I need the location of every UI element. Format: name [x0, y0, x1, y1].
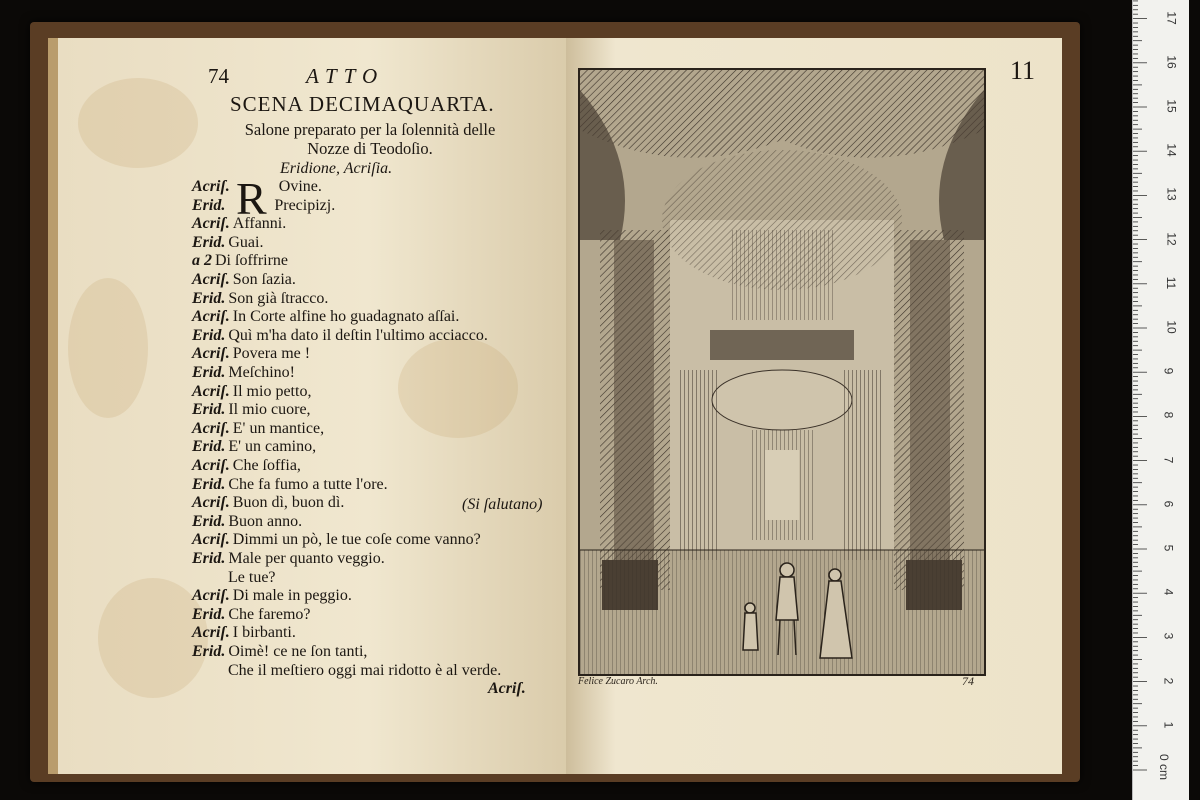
foxing-stain: [78, 78, 198, 168]
dialogue-line: [192, 290, 328, 308]
dialogue-line: [228, 662, 501, 680]
line-text: Di male in peggio.: [232, 587, 352, 605]
dialogue-line: [192, 587, 352, 605]
ruler-number: 1: [1161, 721, 1176, 729]
dialogue-line: [192, 271, 296, 289]
line-text: Dimmi un pò, le tue coſe come vanno?: [232, 531, 481, 549]
speaker-label: Acriſ.: [192, 457, 230, 474]
speaker-label: Acriſ.: [192, 494, 230, 512]
speaker-label: Erid.: [192, 475, 226, 493]
catchword: Acriſ.: [488, 680, 526, 697]
speaker-label: Erid.: [192, 401, 226, 419]
speaker-label: Acriſ.: [192, 419, 230, 437]
line-text: Il mio petto,: [232, 382, 312, 400]
line-text: Che faremo?: [228, 605, 311, 623]
speaker-label: Acriſ.: [192, 531, 230, 549]
speaker-label: Acriſ.: [192, 215, 230, 233]
line-text: Quì m'ha dato il deſtin l'ultimo acciacco.: [228, 326, 488, 344]
dialogue-line: [192, 252, 288, 270]
dialogue-line: [192, 308, 459, 326]
page-number: 74: [208, 64, 229, 88]
line-text: Che fa fumo a tutte l'ore.: [228, 475, 388, 493]
dialogue-line: [228, 569, 276, 587]
ruler-number: 12: [1164, 231, 1179, 246]
dialogue-line: [192, 215, 286, 233]
line-text: Ovine.: [278, 178, 322, 195]
line-text: Guai.: [228, 233, 264, 251]
line-text: Male per quanto veggio.: [228, 550, 385, 567]
speaker-label: Acriſ.: [192, 178, 230, 195]
speaker-label: Erid.: [192, 289, 226, 307]
dialogue-line: [192, 401, 311, 419]
dialogue-line: [192, 327, 488, 345]
speaker-label: Erid.: [192, 438, 226, 456]
dialogue-line: [192, 383, 311, 401]
plate-credit: Felice Zucaro Arch.: [578, 676, 658, 687]
line-text: E' un mantice,: [232, 419, 325, 437]
ruler-number: 5: [1161, 544, 1176, 552]
ruler-number: 3: [1161, 633, 1176, 640]
line-text: Di ſoffrirne: [215, 252, 289, 270]
dialogue-line: [192, 438, 316, 456]
dialogue-line: [192, 476, 388, 494]
theatre-hall-engraving: [580, 70, 984, 674]
dialogue-line: [192, 606, 311, 624]
speaker-label: Acriſ.: [192, 271, 230, 288]
speaker-label: Erid.: [192, 196, 226, 214]
speaker-label: Erid.: [192, 233, 226, 251]
ruler-number: 10: [1164, 320, 1179, 334]
plate-number: 74: [962, 674, 974, 688]
ruler-number: 17: [1164, 10, 1179, 25]
dialogue-line: [192, 420, 324, 438]
line-text: Buon anno.: [228, 512, 303, 530]
dialogue-line: [192, 345, 310, 363]
speaker-label: a 2: [192, 252, 212, 270]
dialogue-line: [192, 531, 481, 549]
foxing-stain: [398, 338, 518, 438]
ruler-unit-label: 0 cm: [1157, 753, 1172, 781]
dialogue-line: [192, 197, 335, 215]
engraving-plate: [578, 68, 986, 676]
speaker-label: Acriſ.: [192, 587, 230, 605]
ruler-number: 9: [1161, 367, 1176, 375]
line-text: E' un camino,: [228, 438, 317, 456]
line-text: Meſchino!: [228, 364, 295, 381]
line-text: Che ſoffia,: [232, 457, 301, 474]
setting-line: Salone preparato per la ſolennità delle: [244, 120, 496, 139]
dialogue-line: [192, 364, 295, 382]
speaker-label: Acriſ.: [192, 308, 230, 326]
line-text: Il mio cuore,: [228, 401, 311, 419]
speaker-label: Erid.: [192, 512, 226, 530]
dialogue-line: [192, 624, 296, 642]
line-text: Le tue?: [228, 568, 276, 586]
running-head: ATTO: [306, 64, 385, 88]
drop-cap: R: [236, 173, 267, 224]
scene-setting: [190, 120, 550, 158]
ruler-number: 11: [1164, 276, 1179, 290]
ruler-number: 7: [1161, 456, 1176, 463]
line-text: Affanni.: [232, 215, 287, 233]
line-text: I birbanti.: [232, 624, 296, 642]
dramatis-personae: Eridione, Acriſia.: [280, 160, 393, 177]
foxing-stain: [68, 278, 148, 418]
measurement-ruler: [1132, 0, 1189, 800]
speaker-label: Erid.: [192, 326, 226, 344]
line-text: Che il meſtiero oggi mai ridotto è al verde.: [228, 661, 502, 679]
dialogue-line: [192, 513, 302, 531]
speaker-label: Acriſ.: [192, 624, 230, 642]
speaker-label: Erid.: [192, 605, 226, 623]
ruler-number: 14: [1164, 143, 1179, 157]
line-text: Povera me !: [232, 345, 311, 363]
line-text: Son ſazia.: [232, 271, 296, 288]
line-text: Oimè! ce ne ſon tanti,: [228, 643, 368, 660]
folio-number: 11: [1010, 56, 1036, 85]
speaker-label: Acriſ.: [192, 345, 230, 363]
ruler-number: 2: [1161, 677, 1176, 684]
ruler-number: 8: [1161, 412, 1176, 419]
ruler-number: 16: [1164, 55, 1179, 69]
ruler-number: 6: [1161, 500, 1176, 508]
dialogue-line: [192, 178, 322, 196]
setting-line: Nozze di Teodoſio.: [307, 139, 433, 158]
line-text: Precipizj.: [274, 196, 336, 214]
speaker-label: Acriſ.: [192, 382, 230, 400]
dialogue-line: [192, 643, 367, 661]
dialogue-line: [192, 550, 385, 568]
ruler-number: 13: [1164, 187, 1179, 202]
line-text: Buon dì, buon dì.: [232, 494, 345, 512]
dialogue-line: [192, 234, 263, 252]
line-text: Son già ſtracco.: [228, 289, 329, 307]
speaker-label: Erid.: [192, 550, 226, 567]
line-text: In Corte alfine ho guadagnato aſſai.: [232, 308, 460, 326]
ruler-number: 15: [1164, 99, 1179, 113]
scene-title: SCENA DECIMAQUARTA.: [230, 92, 495, 116]
speaker-label: Erid.: [192, 643, 226, 660]
dialogue-line: [192, 457, 301, 475]
stage-direction: (Si ſalutano): [462, 496, 543, 513]
dialogue-line: [192, 494, 344, 512]
ruler-number: 4: [1161, 588, 1176, 596]
speaker-label: Erid.: [192, 364, 226, 381]
